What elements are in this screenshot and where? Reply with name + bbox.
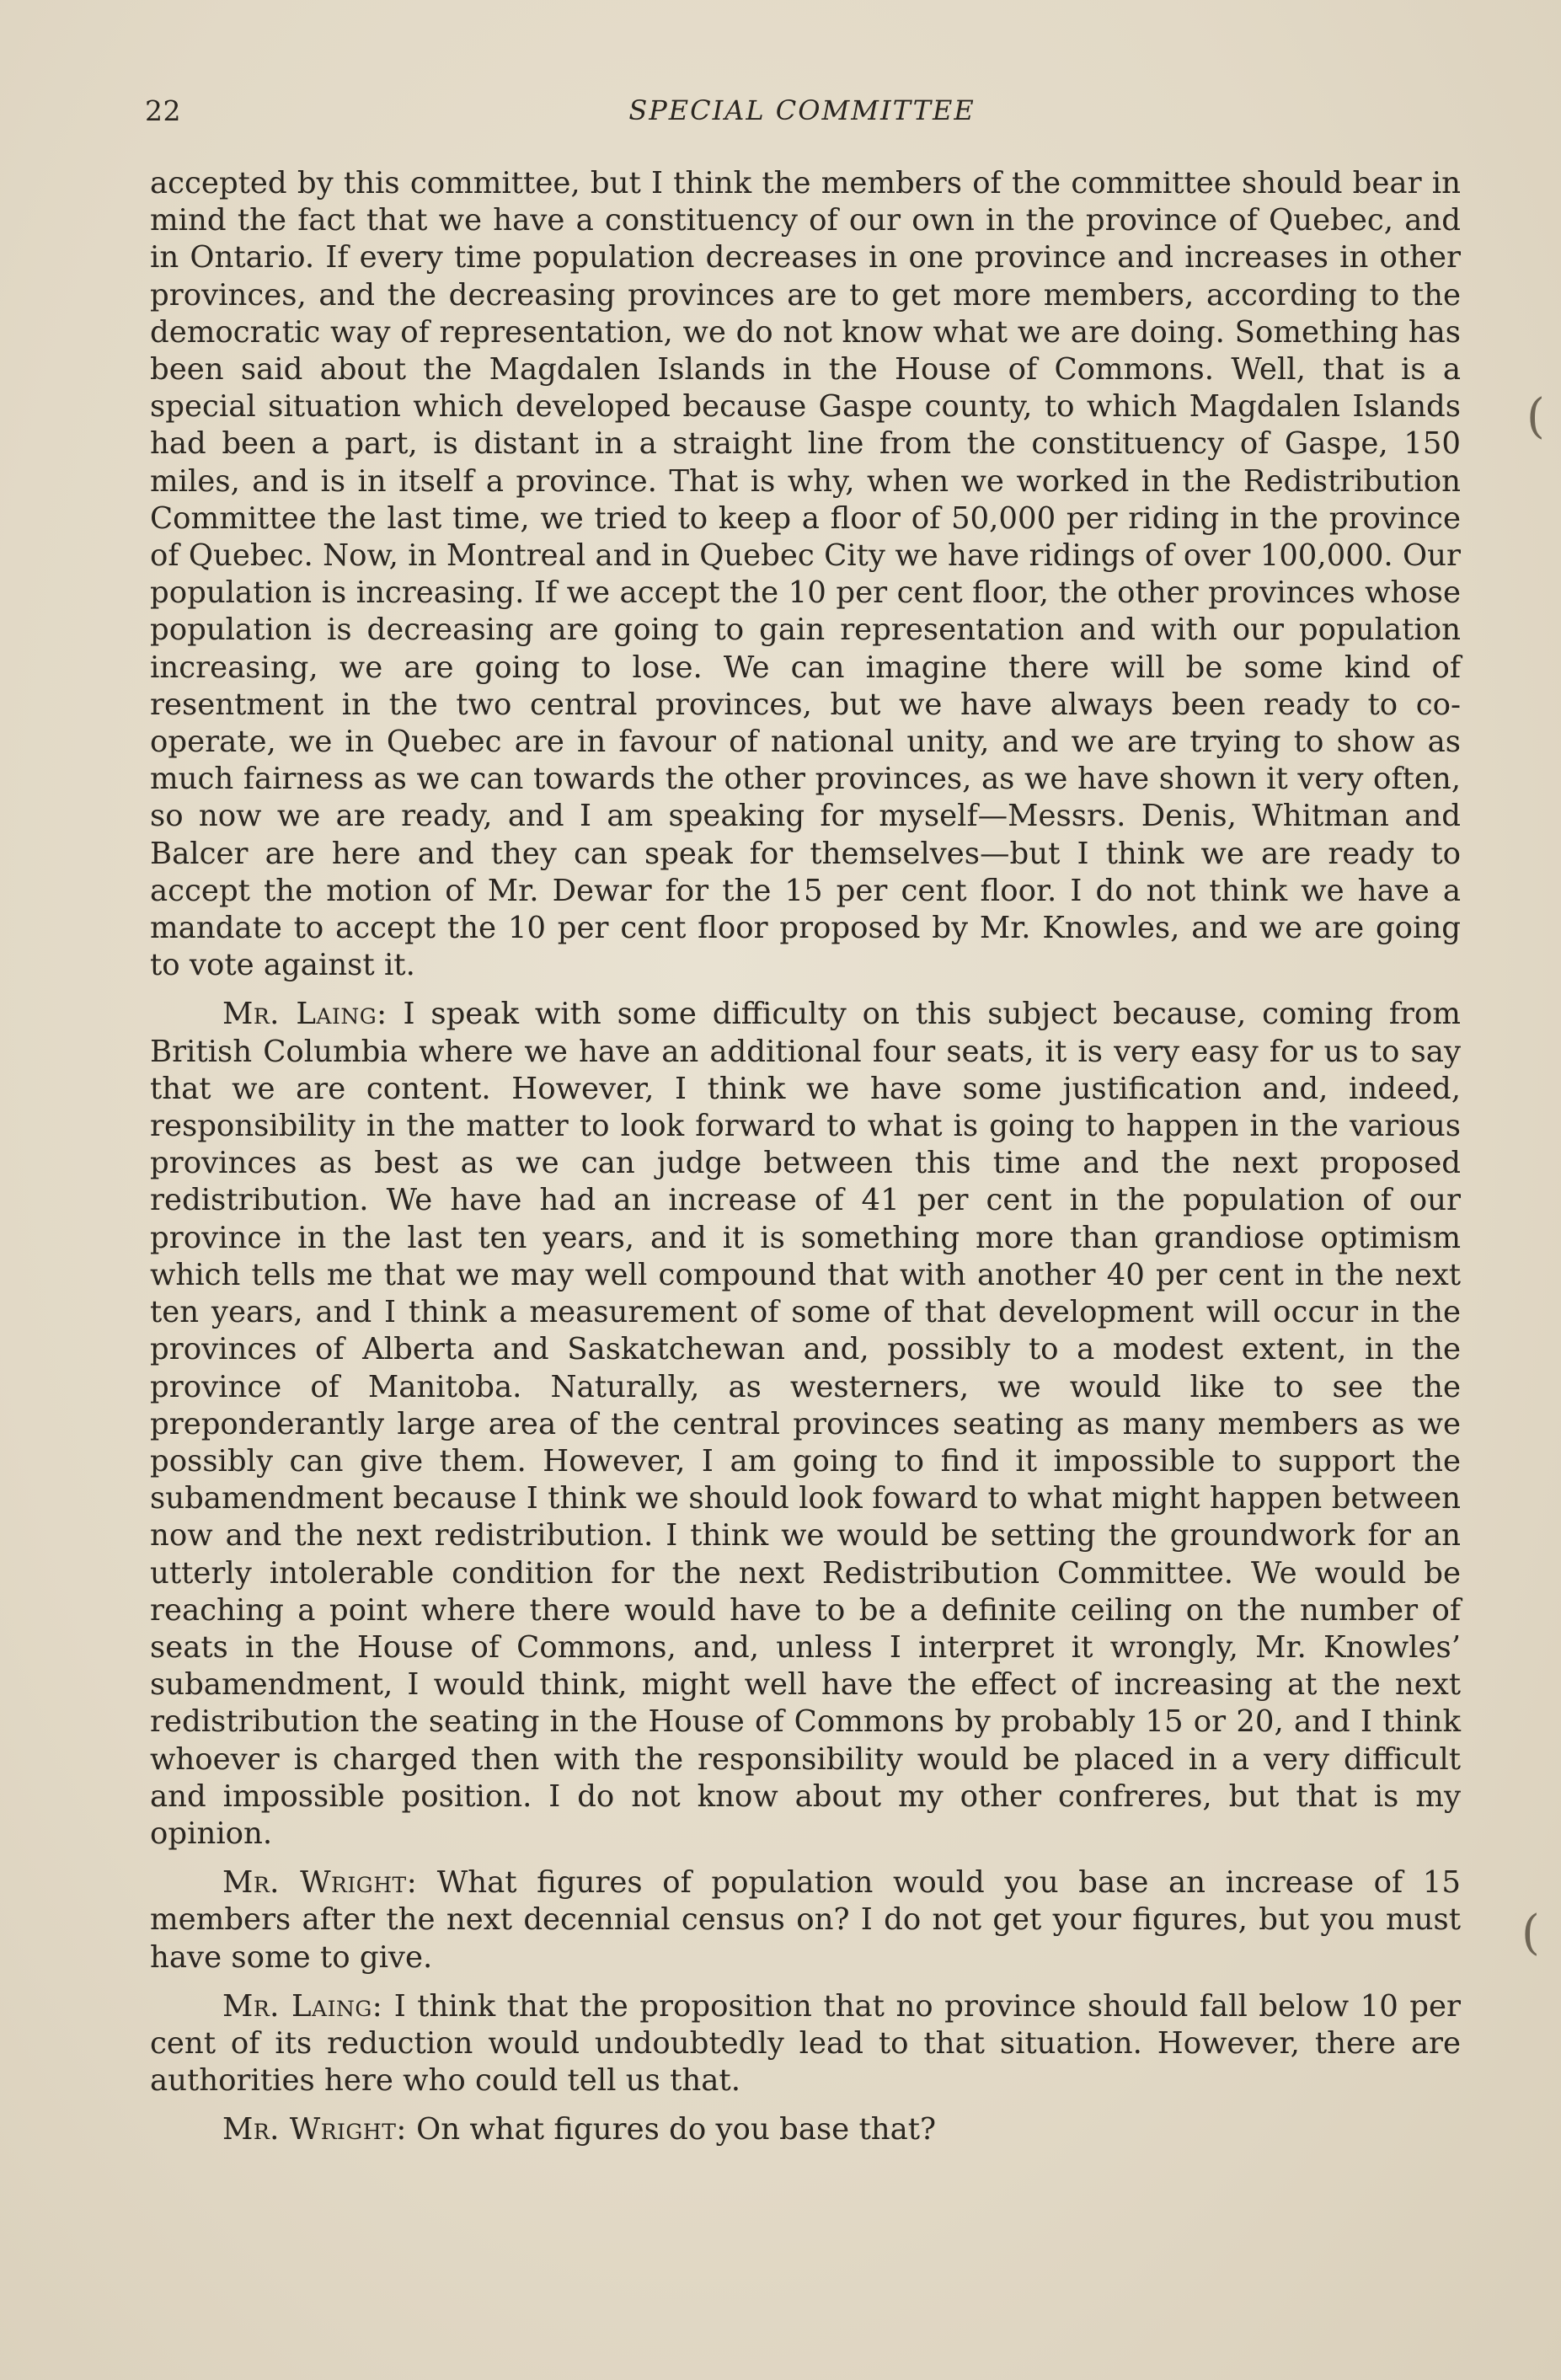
speaker-name: Mr. Wright: <box>222 2112 407 2147</box>
speech-paragraph <box>150 1864 1461 1976</box>
speech-paragraph <box>150 996 1461 1853</box>
paragraph-text: accepted by this committee, but I think the members of the committee should bear in mind the fact that we have a constituency of our own in the province of Quebec, and in Ontario. If every time population decreases in one province and increases in other provinces, and the decreasing provinces are to get more members, according to the democratic way of representation, we do not know what we are doing. Something has been said about the Magdalen Islands in the House of Commons. Well, that is a special situation which developed because Gaspe county, to which Magdalen Islands had been a part, is distant in a straight line from the constituency of Gaspe, 150 miles, and is in itself a province. That is why, when we worked in the Redistribution Committee the last time, we tried to keep a floor of 50,000 per riding in the province of Quebec. Now, in Montreal and in Quebec City we have ridings of over 100,000. Our population is increasing. If we accept the 10 per cent floor, the other provinces whose population is decreasing are going to gain representation and with our population increasing, we are going to lose. We can imagine there will be some kind of resentment in the two central provinces, but we have always been ready to co-operate, we in Quebec are in favour of national unity, and we are trying to show as much fairness as we can towards the other provinces, as we have shown it very often, so now we are ready, and I am speaking for myself—Messrs. Denis, Whitman and Balcer are here and they can speak for themselves—but I think we are ready to accept the motion of Mr. Dewar for the 15 per cent floor. I do not think we have a mandate to accept the 10 per cent floor proposed by Mr. Knowles, and we are going to vote against it. <box>150 166 1461 983</box>
speech-text: On what figures do you base that? <box>416 2112 937 2147</box>
speech-text: I think that the proposition that no province should fall below 10 per cent of its reduction would undoubtedly lead to that situation. However, there are authorities here who could tell us that. <box>150 1988 1461 2099</box>
speech-paragraph <box>150 2111 1461 2148</box>
paragraph-continuation <box>150 165 1461 984</box>
margin-bracket-mark: ( <box>1526 389 1545 444</box>
page-header <box>145 94 1461 128</box>
speaker-name: Mr. Laing: <box>222 997 388 1032</box>
running-title: SPECIAL COMMITTEE <box>628 94 976 126</box>
speech-paragraph <box>150 1988 1461 2100</box>
speech-text: I speak with some difficulty on this subject because, coming from British Columbia where we have an additional four seats, it is very easy for us to say that we are content. However, I think we have some justification and, indeed, responsibility in the matter to look forward to what is going to happen in the various provinces as best as we can judge between this time and the next proposed redistribution. We have had an increase of 41 per cent in the population of our province in the last ten years, and it is something more than grandiose optimism which tells me that we may well compound that with another 40 per cent in the next ten years, and I think a measurement of some of that development will occur in the provinces of Alberta and Saskatchewan and, possibly to a modest extent, in the province of Manitoba. Naturally, as westerners, we would like to see the preponderantly large area of the central provinces seating as many members as we possibly can give them. However, I am going to find it impossible to support the subamendment because I think we should look foward to what might happen between now and the next redistribution. I think we would be setting the groundwork for an utterly intolerable condition for the next Redistribution Committee. We would be reaching a point where there would have to be a definite ceiling on the number of seats in the House of Commons, and, unless I interpret it wrongly, Mr. Knowles’ subamendment, I would think, might well have the effect of increasing at the next redistribution the seating in the House of Commons by probably 15 or 20, and I think whoever is charged then with the responsibility would be placed in a very difficult and impossible position. I do not know about my other confreres, but that is my opinion. <box>150 997 1461 1851</box>
body-text <box>150 165 1461 2161</box>
speaker-name: Mr. Wright: <box>222 1865 418 1901</box>
speech-text: What figures of population would you base an increase of 15 members after the next decennial census on? I do not get your figures, but you must have some to give. <box>150 1865 1461 1975</box>
page-number: 22 <box>145 94 181 127</box>
margin-bracket-mark: ( <box>1521 1906 1540 1960</box>
speaker-name: Mr. Laing: <box>222 1988 383 2024</box>
